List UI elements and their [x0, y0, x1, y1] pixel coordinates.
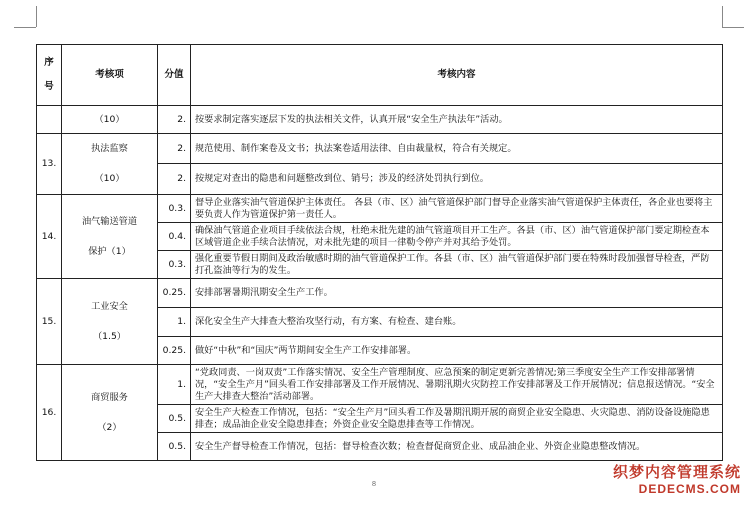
row-content: 督导企业落实油气管道保护主体责任。 各县（市、区）油气管道保护部门督导企业落实油气管道保护主体责任，各企业也要将主要负责人作为管道保护第一责任人。 [191, 195, 723, 223]
row-score: 2. [158, 106, 191, 134]
crop-mark [722, 27, 744, 28]
header-number [37, 45, 62, 106]
row-item-title: 商贸服务 [91, 391, 128, 403]
row-content: 规范使用、制作案卷及文书；执法案卷适用法律、自由裁量权，符合有关规定。 [191, 134, 723, 164]
table-row [37, 134, 723, 164]
crop-mark [722, 6, 723, 27]
table-row [37, 365, 723, 405]
crop-mark [14, 27, 36, 28]
header-score: 分值 [158, 45, 191, 106]
row-content: 安全生产督导检查工作情况，包括：督导检查次数；检查督促商贸企业、成品油企业、外资企业隐患整改情况。 [191, 433, 723, 461]
watermark-text-en: DEDECMS.COM [638, 482, 741, 496]
row-content: 安全生产大检查工作情况，包括：“安全生产月”回头看工作及暑期汛期开展的商贸企业安全隐患、火灾隐患、消防设备设施隐患排查；成品油企业安全隐患排查；外资企业安全隐患排查等工作情况。 [191, 405, 723, 433]
row-item-subtitle: 保护（1） [88, 245, 131, 257]
watermark [613, 462, 741, 497]
row-content: 确保油气管道企业项目手续依法合规，杜绝未批先建的油气管道项目开工生产。各县（市、区）油气管道保护部门要定期检查本区域管道企业手续合法情况，对未批先建的项目一律勒令停产并对其给予处罚。 [191, 223, 723, 251]
row-item-title: 执法监察 [91, 143, 128, 154]
row-item-cell [62, 279, 158, 365]
row-item-subtitle: （10） [94, 173, 125, 184]
row-score: 0.25. [158, 279, 191, 308]
row-content: “党政同责、一岗双责”工作落实情况、安全生产管理制度、应急预案的制定更新完善情况;第三季度安全生产工作安排部署情况，“安全生产月”回头看工作安排部署及工作开展情况、暑期汛期火灾防控工作安排部署及工作开展情况；信息报送情况。“安全生产大排查大整治”活动部署。 [191, 365, 723, 405]
row-score: 2. [158, 164, 191, 195]
row-score: 0.4. [158, 223, 191, 251]
table-row [37, 279, 723, 308]
row-item-subtitle: （2） [97, 421, 122, 433]
row-item-subtitle: （1.5） [93, 330, 126, 342]
header-item: 考核项 [62, 45, 158, 106]
header-content: 考核内容 [191, 45, 723, 106]
row-content: 按规定对查出的隐患和问题整改到位、销号；涉及的经济处罚执行到位。 [191, 164, 723, 195]
row-score: 0.3. [158, 195, 191, 223]
row-score: 1. [158, 365, 191, 405]
table-row [37, 195, 723, 223]
row-number: 15. [37, 279, 62, 365]
row-score: 0.5. [158, 433, 191, 461]
row-score: 0.25. [158, 337, 191, 365]
row-number: 16. [37, 365, 62, 461]
row-item-cell [62, 134, 158, 195]
watermark-text-cn: 织梦内容管理系统 [612, 463, 741, 481]
row-number: 14. [37, 195, 62, 279]
row-item-title: 工业安全 [91, 300, 128, 312]
row-score: 0.5. [158, 405, 191, 433]
page-number: 8 [371, 480, 377, 488]
header-number-top: 序 [44, 57, 54, 68]
row-score: 2. [158, 134, 191, 164]
row-content: 强化重要节假日期间及政治敏感时期的油气管道保护工作。各县（市、区）油气管道保护部门要在特殊时段加强督导检查，严防打孔盗油等行为的发生。 [191, 251, 723, 279]
row-item-cell [62, 365, 158, 461]
row-content: 做好“中秋”和“国庆”两节期间安全生产工作安排部署。 [191, 337, 723, 365]
header-number-bottom: 号 [44, 81, 54, 92]
assessment-table [36, 44, 723, 461]
table-header-row [37, 45, 723, 106]
row-number: 13. [37, 134, 62, 195]
row-score: 0.3. [158, 251, 191, 279]
row-item-cell [62, 195, 158, 279]
row-item-title: 油气输送管道 [81, 215, 138, 227]
row-content: 按要求制定落实逐层下发的执法相关文件，认真开展“安全生产执法年”活动。 [191, 106, 723, 134]
row-number-cell [37, 106, 62, 134]
row-score: 1. [158, 308, 191, 337]
row-item-cell: （10） [62, 106, 158, 134]
table-row [37, 106, 723, 134]
row-content: 深化安全生产大排查大整治攻坚行动，有方案、有检查、建台账。 [191, 308, 723, 337]
row-content: 安排部署暑期汛期安全生产工作。 [191, 279, 723, 308]
crop-mark [36, 6, 37, 27]
